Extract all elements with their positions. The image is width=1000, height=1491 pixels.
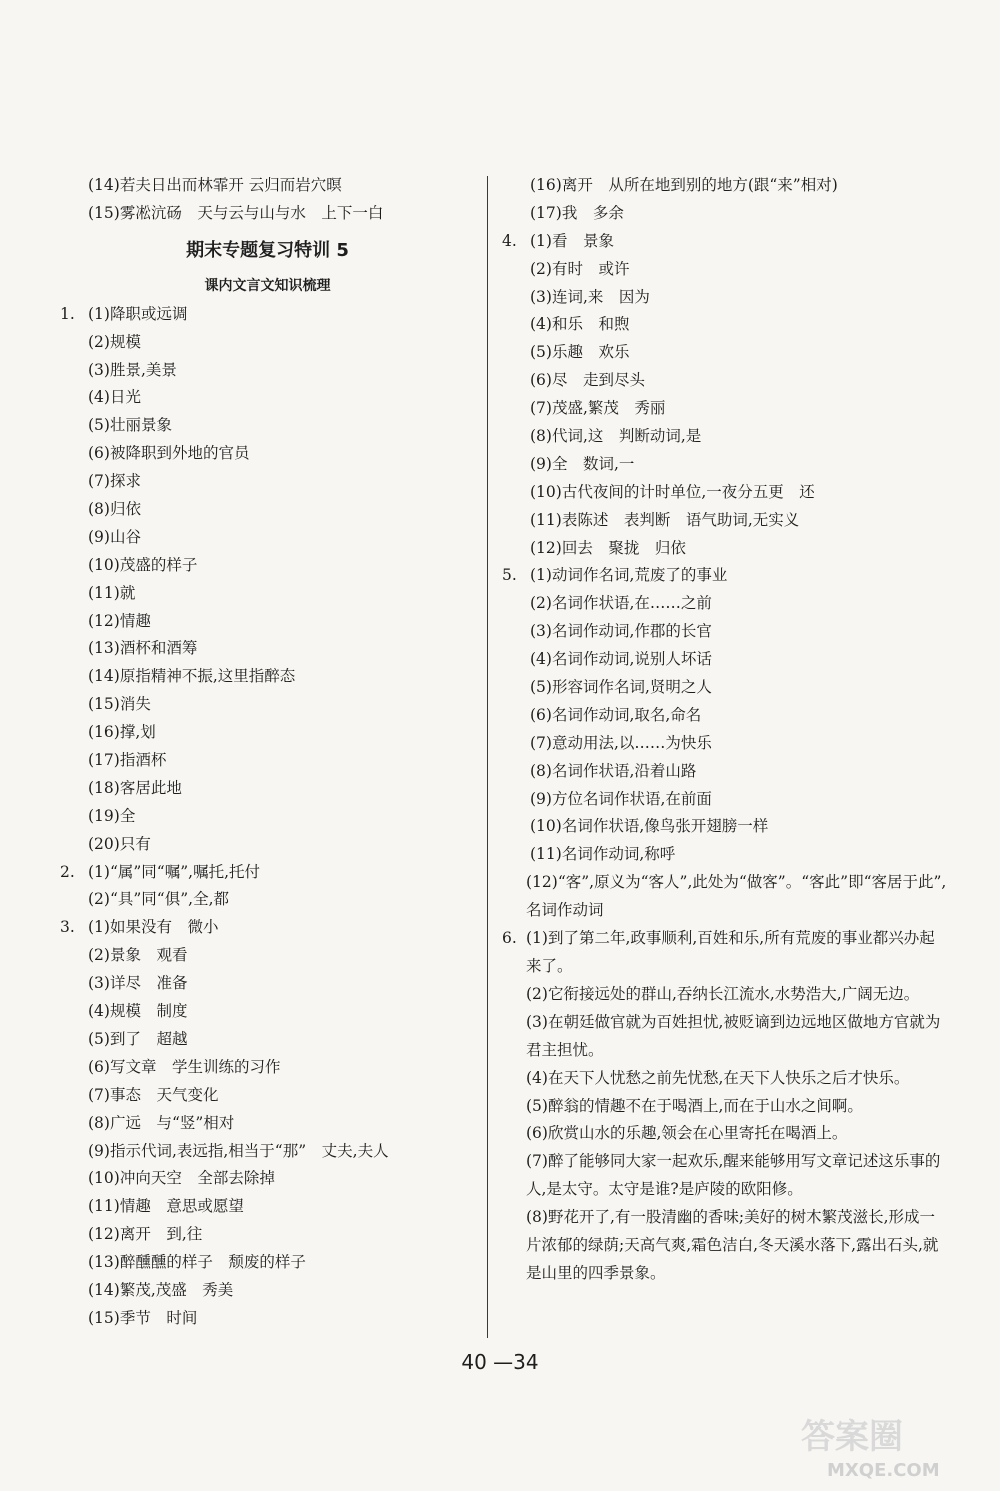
- watermark-logo: [797, 1412, 962, 1482]
- answer-line: (6)尽 走到尽头: [530, 371, 645, 390]
- answer-line: (6)写文章 学生训练的习作: [88, 1057, 281, 1076]
- answer-paragraph: (5)醉翁的情趣不在于喝酒上,而在于山水之间啊。: [526, 1096, 863, 1115]
- answer-line: (11)情趣 意思或愿望: [88, 1197, 244, 1216]
- answer-line: (8)代词,这 判断动词,是: [530, 427, 702, 446]
- answer-line: (2)景象 观看: [88, 946, 188, 965]
- question-number: 3.: [60, 918, 75, 937]
- answer-paragraph: (6)欣赏山水的乐趣,领会在心里寄托在喝酒上。: [526, 1124, 848, 1143]
- section-subtitle: 课内文言文知识梳理: [204, 277, 331, 294]
- answer-line: (19)全: [88, 806, 136, 825]
- answer-line: (4)日光: [88, 388, 141, 407]
- answer-line: (5)形容词作名词,贤明之人: [530, 678, 712, 697]
- answer-line: (5)壮丽景象: [88, 416, 172, 435]
- answer-line: (10)冲向天空 全部去除掉: [88, 1169, 275, 1188]
- question-3-first-line: [60, 914, 475, 942]
- answer-line: (14)原指精神不振,这里指醉态: [88, 667, 296, 686]
- answer-paragraph: (7)醉了能够同大家一起欢乐,醒来能够用写文章记述这乐事的人,是太守。太守是谁?是庐陵的欧阳修。: [526, 1152, 941, 1199]
- answer-line: (11)表陈述 表判断 语气助词,无实义: [530, 510, 800, 529]
- answer-paragraph: (1)到了第二年,政事顺利,百姓和乐,所有荒废的事业都兴办起来了。: [526, 929, 935, 975]
- answer-line: (10)茂盛的样子: [88, 555, 198, 574]
- answer-text: (1)如果没有 微小: [88, 918, 219, 937]
- answer-line: (7)探求: [88, 472, 141, 491]
- answer-line: (14)繁茂,茂盛 秀美: [88, 1280, 234, 1299]
- page-number: 40 —34: [461, 1350, 539, 1374]
- answer-line: (6)被降职到外地的官员: [88, 444, 250, 463]
- answer-line: (9)山谷: [88, 527, 141, 546]
- question-number: 1.: [60, 304, 75, 323]
- answer-line: (4)规模 制度: [88, 1002, 188, 1021]
- answer-line: (9)指示代词,表远指,相当于“那” 丈夫,夫人: [88, 1141, 389, 1160]
- answer-line: (11)名词作动词,称呼: [530, 845, 676, 864]
- answer-line: (5)到了 超越: [88, 1029, 188, 1048]
- answer-line: (7)意动用法,以……为快乐: [530, 733, 712, 752]
- answer-line: (4)和乐 和煦: [530, 315, 630, 334]
- answer-paragraph: (3)在朝廷做官就为百姓担忧,被贬谪到边远地区做地方官就为君主担忧。: [526, 1012, 941, 1059]
- answer-line: (4)名词作动词,说别人坏话: [530, 650, 712, 669]
- answer-line: (10)古代夜间的计时单位,一夜分五更 还: [530, 482, 815, 501]
- answer-line: (16)离开 从所在地到别的地方(跟“来”相对): [530, 176, 838, 194]
- question-4-first-line: [502, 228, 947, 256]
- column-divider: [487, 176, 488, 1338]
- right-column: [502, 172, 947, 1288]
- answer-line: (13)酒杯和酒筹: [88, 639, 198, 658]
- question-number: 2.: [60, 862, 75, 881]
- answer-line: (16)撑,划: [88, 723, 156, 742]
- answer-paragraph: (2)它衔接远处的群山,吞纳长江流水,水势浩大,广阔无边。: [526, 984, 920, 1003]
- watermark-url: MXQE.COM: [827, 1460, 940, 1481]
- answer-line: (12)回去 聚拢 归依: [530, 538, 686, 557]
- answer-line: (9)全 数词,一: [530, 454, 635, 473]
- answer-text: (1)降职或远调: [88, 304, 188, 323]
- answer-line: (14)若夫日出而林霏开 云归而岩穴暝: [88, 176, 342, 194]
- answer-line: (7)茂盛,繁茂 秀丽: [530, 399, 666, 418]
- answer-line: (17)我 多余: [530, 203, 624, 222]
- answer-line: (3)详尽 准备: [88, 974, 188, 993]
- answer-paragraph: (12)“客”,原义为“客人”,此处为“做客”。“客此”即“客居于此”,名词作动词: [526, 873, 947, 920]
- answer-line: (8)名词作状语,沿着山路: [530, 761, 697, 780]
- answer-line: (18)客居此地: [88, 778, 182, 797]
- answer-line: (5)乐趣 欢乐: [530, 343, 630, 362]
- answer-line: (17)指酒杯: [88, 751, 167, 770]
- answer-line: (3)胜景,美景: [88, 360, 177, 379]
- question-number: 4.: [502, 231, 517, 250]
- answer-line: (6)名词作动词,取名,命名: [530, 705, 702, 724]
- answer-paragraph: (4)在天下人忧愁之前先忧愁,在天下人快乐之后才快乐。: [526, 1068, 910, 1087]
- question-number: 6.: [502, 929, 517, 948]
- answer-line: (11)就: [88, 583, 136, 602]
- answer-line: (12)离开 到,往: [88, 1225, 203, 1244]
- answer-line: (15)雾凇沆砀 天与云与山与水 上下一白: [88, 203, 384, 222]
- answer-text: (1)“属”同“嘱”,嘱托,托付: [88, 862, 261, 881]
- answer-line: (9)方位名词作状语,在前面: [530, 789, 712, 808]
- answer-text: (1)看 景象: [530, 231, 614, 250]
- left-column: [60, 172, 475, 1333]
- answer-line: (12)情趣: [88, 611, 151, 630]
- watermark-text: 答案圈: [801, 1417, 903, 1457]
- answer-line: (7)事态 天气变化: [88, 1085, 219, 1104]
- answer-line: (2)有时 或许: [530, 259, 630, 278]
- question-1-first-line: [60, 301, 475, 329]
- answer-line: (2)名词作状语,在……之前: [530, 594, 712, 613]
- answer-text: (1)动词作名词,荒废了的事业: [530, 566, 728, 585]
- answer-line: (8)归依: [88, 500, 141, 519]
- question-6-first-paragraph: [502, 925, 947, 981]
- section-title: 期末专题复习特训 5: [186, 239, 349, 261]
- question-5-first-line: [502, 562, 947, 590]
- answer-line: (2)“具”同“俱”,全,都: [88, 890, 230, 909]
- question-2-first-line: [60, 859, 475, 887]
- answer-line: (15)消失: [88, 695, 151, 714]
- answer-line: (2)规模: [88, 332, 141, 351]
- answer-line: (3)名词作动词,作郡的长官: [530, 622, 712, 641]
- answer-line: (8)广远 与“竖”相对: [88, 1113, 235, 1132]
- question-number: 5.: [502, 566, 517, 585]
- answer-line: (20)只有: [88, 834, 151, 853]
- answer-line: (13)醉醺醺的样子 颓废的样子: [88, 1253, 306, 1272]
- answer-line: (15)季节 时间: [88, 1308, 198, 1327]
- answer-paragraph: (8)野花开了,有一股清幽的香味;美好的树木繁茂滋长,形成一片浓郁的绿荫;天高气爽,霜色洁白,冬天溪水落下,露出石头,就是山里的四季景象。: [526, 1208, 939, 1282]
- answer-line: (3)连词,来 因为: [530, 287, 650, 306]
- answer-line: (10)名词作状语,像鸟张开翅膀一样: [530, 817, 769, 836]
